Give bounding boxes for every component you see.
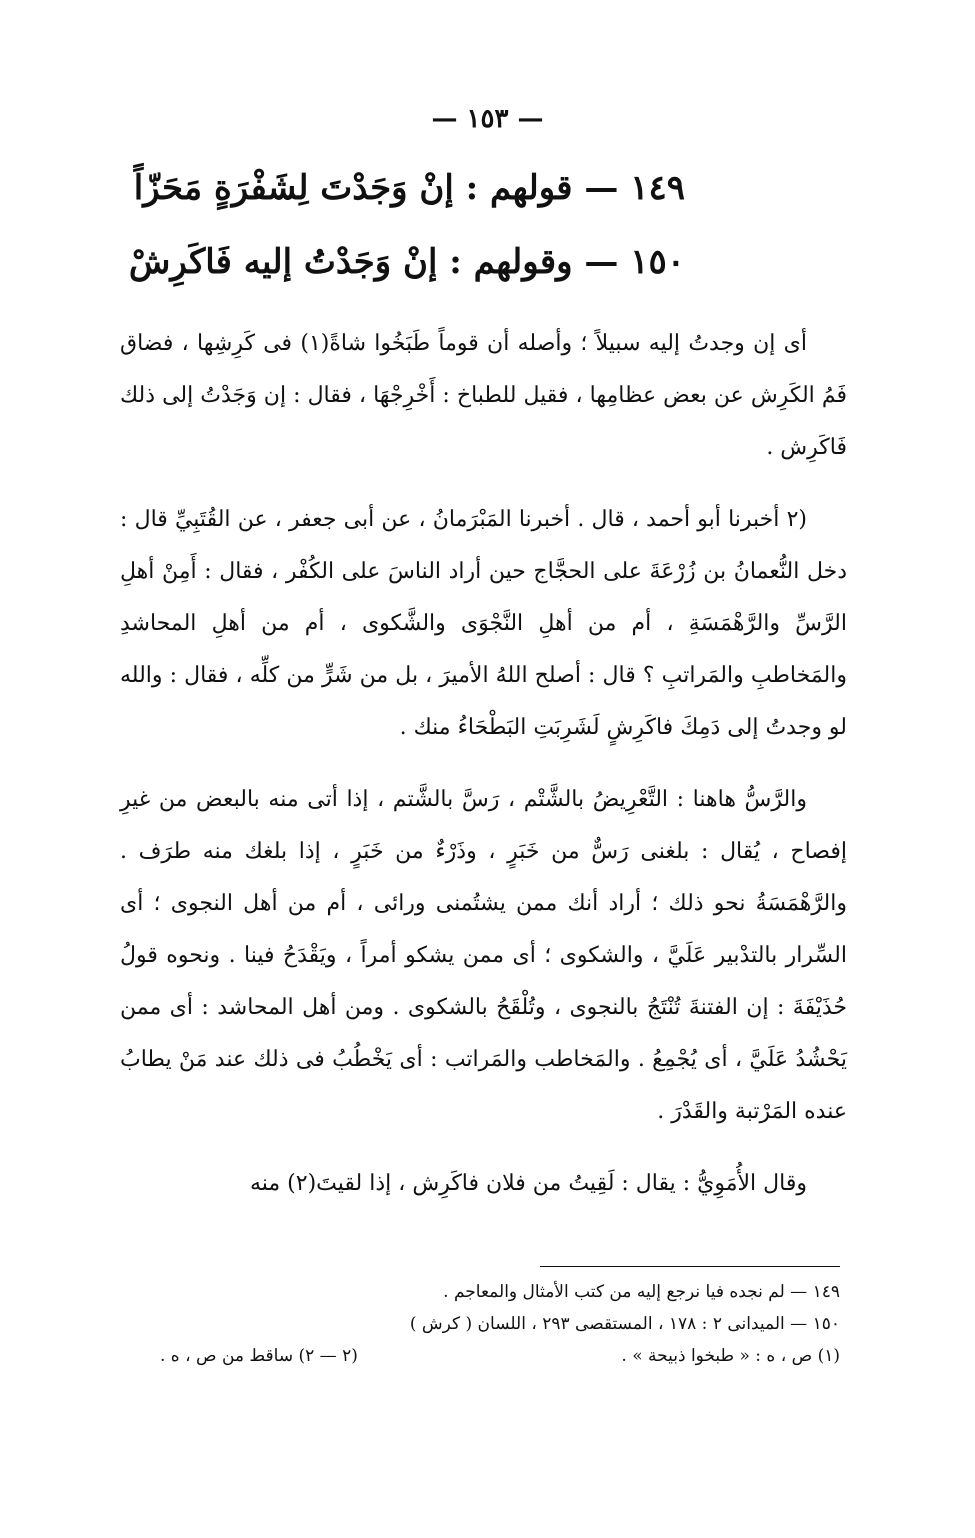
footnote-150: ١٥٠ — الميدانى ٢ : ١٧٨ ، المستقصى ٢٩٣ ، اللسان ( كرش ) <box>409 1314 840 1334</box>
page-number: — ١٥٣ — <box>431 104 544 134</box>
paragraph: وقال الأُمَوِيُّ : يقال : لَقِيتُ من فلان فاكَرِش ، إذا لقيتَ(٢) منه <box>249 1171 807 1196</box>
footnote-divider <box>540 1266 840 1267</box>
paragraph: (٢ أخبرنا أبو أحمد ، قال . أخبرنا المَبْرَمانُ ، عن أبى جعفر ، عن القُتَبِيِّ قال : دخل النُّعمانُ بن زُرْعَةَ على الحجَّاج حين أراد الناسَ على الكُفْر ، فقال : أَمِنْ أهلِ الرَّسِّ والرَّهْمَسَةِ ، أم من أهلِ النَّجْوَى والشَّكوى ، أم من أهلِ المحاشدِ والمَخاطبِ والمَراتبِ ؟ قال : أصلح اللهُ الأميرَ ، بل من شَرٍّ من كلِّه ، فقال : والله لو وجدتُ إلى دَمِكَ فاكَرِشٍ لَشَرِبَتِ البَطْحَاءُ منك . <box>120 507 847 740</box>
body-text <box>120 318 847 1230</box>
footnote-149: ١٤٩ — لم نجده فيا نرجع إليه من كتب الأمثال والمعاجم . <box>443 1282 840 1302</box>
paragraph: أى إن وجدتُ إليه سبيلاً ؛ وأصله أن قوماً طَبَخُوا شاةً(١) فى كَرِشِها ، فضاق فَمُ الكَرِش عن بعض عظامِها ، فقيل للطباخ : أَخْرِجْهَا ، فقال : إن وَجَدْتُ إلى ذلك فَاكَرِش . <box>120 331 847 460</box>
footnote-row <box>160 1340 840 1372</box>
footnote-2: (٢ — ٢) ساقط من ص ، ه . <box>160 1346 358 1366</box>
proverb-heading-150: ١٥٠ — وقولهم : إنْ وَجَدْتُ إليه فَاكَرِشْ <box>128 242 685 282</box>
proverb-heading-149: ١٤٩ — قولهم : إنْ وَجَدْتَ لِشَفْرَةٍ مَحَزّاً <box>133 168 685 208</box>
footnote-1: (١) ص ، ه : « طبخوا ذبيحة » . <box>621 1346 840 1366</box>
paragraph: والرَّسُّ هاهنا : التَّعْرِيضُ بالشَّتْم ، رَسَّ بالشَّتم ، إذا أتى منه بالبعض من غيرِ إفصاح ، يُقال : بلغنى رَسٌّ من خَبَرٍ ، وذَرْءٌ من خَبَرٍ ، إذا بلغك منه طرَف . والرَّهْمَسَةُ نحو ذلك ؛ أراد أنك ممن يشتُمنى ورائى ، أم من أهل النجوى ؛ أى السِّرار بالتدْبير عَلَيَّ ، والشكوى ؛ أى ممن يشكو أمراً ، ويَقْدَحُ فينا . ونحوه قولُ حُذَيْفَةَ : إن الفتنةَ تُنْتَجُ بالنجوى ، وتُلْقَحُ بالشكوى . ومن أهل المحاشد : أى ممن يَحْشُدُ عَلَيَّ ، أى يُجْمِعُ . والمَخاطب والمَراتب : أى يَخْطُبُ فى ذلك عند مَنْ يطابُ عنده المَرْتبة والقَدْرَ . <box>120 787 847 1124</box>
footnotes <box>160 1276 840 1372</box>
